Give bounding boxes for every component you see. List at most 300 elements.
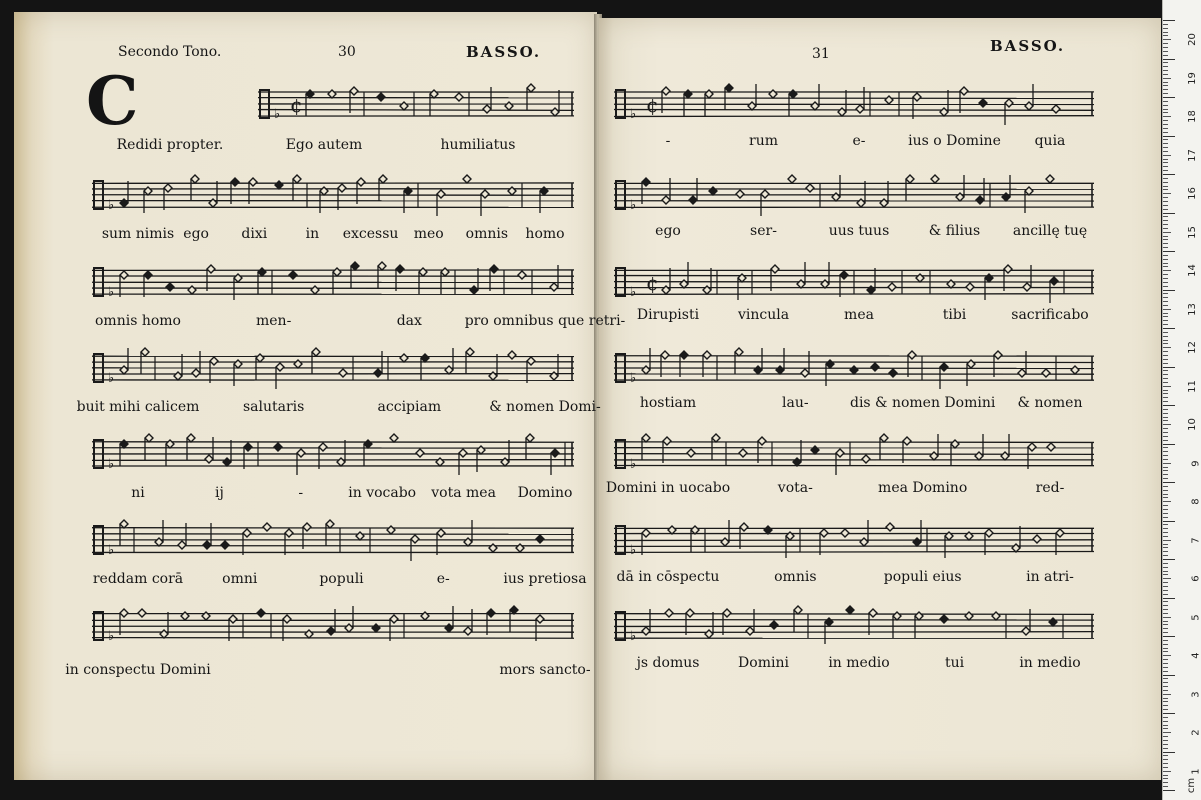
note-icon xyxy=(789,90,797,98)
lyric-syllable: populi xyxy=(319,571,364,587)
note-icon xyxy=(806,184,814,192)
lyric-syllable: vota mea xyxy=(431,485,496,501)
flat-icon: ♭ xyxy=(108,198,115,213)
note-icon xyxy=(788,175,796,183)
note-icon xyxy=(328,90,336,98)
note-icon xyxy=(327,627,335,635)
note-icon xyxy=(691,526,699,534)
note-icon xyxy=(705,630,713,638)
note-icon xyxy=(350,87,358,95)
note-icon xyxy=(141,348,149,356)
lyric-syllable: Domini in uocabo xyxy=(605,480,731,496)
note-icon xyxy=(231,178,239,186)
ruler-label: 15 xyxy=(1187,225,1199,239)
right-page-number: 31 xyxy=(812,46,830,62)
lyric-syllable: lau- xyxy=(782,395,809,411)
note-icon xyxy=(205,455,213,463)
flat-icon: ♭ xyxy=(630,629,637,644)
note-icon xyxy=(642,366,650,374)
left-part-name: BASSO. xyxy=(466,43,542,61)
note-icon xyxy=(390,615,398,623)
lyric-syllable: ij xyxy=(214,485,224,501)
note-icon xyxy=(234,274,242,282)
note-icon xyxy=(642,529,650,537)
lyric-syllable: in medio xyxy=(828,655,890,671)
flat-icon: ♭ xyxy=(630,543,637,558)
note-icon xyxy=(1025,102,1033,110)
lyric-syllable: js domus xyxy=(636,655,700,671)
lyric-syllable: dis & nomen Domini xyxy=(849,395,996,411)
lyric-syllable: humiliatus xyxy=(440,137,516,153)
lyric-syllable: in medio xyxy=(1019,655,1081,671)
flat-icon: ♭ xyxy=(630,198,637,213)
note-icon xyxy=(736,190,744,198)
ruler-label: 3 xyxy=(1190,690,1201,698)
note-icon xyxy=(771,265,779,273)
note-icon xyxy=(662,196,670,204)
flat-icon: ♭ xyxy=(108,457,115,472)
note-icon xyxy=(871,363,879,371)
note-icon xyxy=(441,268,449,276)
lyric-syllable: mors sancto- xyxy=(499,662,591,678)
note-icon xyxy=(191,175,199,183)
note-icon xyxy=(258,268,266,276)
note-icon xyxy=(965,612,973,620)
note-icon xyxy=(138,609,146,617)
note-icon xyxy=(705,90,713,98)
note-icon xyxy=(437,190,445,198)
note-icon xyxy=(663,437,671,445)
note-icon xyxy=(223,458,231,466)
lyric-syllable: ni xyxy=(131,485,145,501)
note-icon xyxy=(769,90,777,98)
flat-icon: ♭ xyxy=(274,107,281,122)
lyric-syllable: ius o Domine xyxy=(908,133,1001,149)
note-icon xyxy=(305,630,313,638)
note-icon xyxy=(527,84,535,92)
note-icon xyxy=(275,181,283,189)
note-icon xyxy=(840,271,848,279)
note-icon xyxy=(174,372,182,380)
note-icon xyxy=(416,449,424,457)
note-icon xyxy=(906,175,914,183)
note-icon xyxy=(1022,627,1030,635)
note-icon xyxy=(536,615,544,623)
note-icon xyxy=(880,434,888,442)
note-icon xyxy=(836,449,844,457)
ruler-label: 18 xyxy=(1187,110,1199,123)
note-icon xyxy=(1052,105,1060,113)
note-icon xyxy=(913,538,921,546)
note-icon xyxy=(801,369,809,377)
note-icon xyxy=(311,286,319,294)
note-icon xyxy=(975,452,983,460)
note-icon xyxy=(642,178,650,186)
lyric-syllable: ego xyxy=(655,223,681,239)
note-icon xyxy=(527,357,535,365)
lyric-syllable: buit mihi calicem xyxy=(76,399,200,415)
note-icon xyxy=(145,434,153,442)
note-icon xyxy=(244,443,252,451)
note-icon xyxy=(712,434,720,442)
measurement-ruler xyxy=(1162,0,1201,800)
note-icon xyxy=(1042,369,1050,377)
lyric-syllable: mea Domino xyxy=(878,480,968,496)
note-icon xyxy=(257,609,265,617)
note-icon xyxy=(234,360,242,368)
note-icon xyxy=(229,615,237,623)
note-icon xyxy=(187,434,195,442)
lyric-syllable: omnis xyxy=(774,569,817,585)
ruler-label: 7 xyxy=(1190,536,1201,544)
note-icon xyxy=(764,526,772,534)
note-icon xyxy=(820,529,828,537)
note-icon xyxy=(390,434,398,442)
note-icon xyxy=(551,108,559,116)
note-icon xyxy=(510,606,518,614)
note-icon xyxy=(518,271,526,279)
time-signature-icon: ¢ xyxy=(646,271,659,295)
note-icon xyxy=(210,357,218,365)
note-icon xyxy=(1049,618,1057,626)
note-icon xyxy=(888,283,896,291)
note-icon xyxy=(1005,99,1013,107)
note-icon xyxy=(740,523,748,531)
ruler-label: 11 xyxy=(1187,379,1199,393)
lyric-syllable: ius pretiosa xyxy=(503,571,587,587)
note-icon xyxy=(483,105,491,113)
note-icon xyxy=(850,366,858,374)
ruler-label: 8 xyxy=(1190,498,1201,505)
lyric-syllable: omnis xyxy=(465,226,509,242)
note-icon xyxy=(387,526,395,534)
note-icon xyxy=(811,102,819,110)
lyric-syllable: salutaris xyxy=(242,399,305,415)
note-icon xyxy=(940,108,948,116)
lyric-syllable: dā in cōspectu xyxy=(616,569,720,585)
initial-drop-cap: C xyxy=(86,62,139,140)
note-icon xyxy=(992,612,1000,620)
flat-icon: ♭ xyxy=(630,371,637,386)
note-icon xyxy=(378,262,386,270)
time-signature-icon: ¢ xyxy=(646,93,659,117)
note-icon xyxy=(249,178,257,186)
note-icon xyxy=(746,627,754,635)
note-icon xyxy=(276,363,284,371)
note-icon xyxy=(661,351,669,359)
note-icon xyxy=(464,538,472,546)
note-icon xyxy=(192,369,200,377)
note-icon xyxy=(832,193,840,201)
lyric-syllable: & nomen Domi- xyxy=(489,399,601,415)
note-icon xyxy=(1004,265,1012,273)
note-icon xyxy=(379,175,387,183)
note-icon xyxy=(377,93,385,101)
note-icon xyxy=(739,449,747,457)
note-icon xyxy=(294,360,302,368)
note-icon xyxy=(256,354,264,362)
note-icon xyxy=(703,351,711,359)
note-icon xyxy=(940,363,948,371)
note-icon xyxy=(338,184,346,192)
note-icon xyxy=(893,612,901,620)
note-icon xyxy=(665,609,673,617)
note-icon xyxy=(687,449,695,457)
note-icon xyxy=(283,615,291,623)
ruler-label: 19 xyxy=(1187,71,1199,85)
note-icon xyxy=(1050,277,1058,285)
music-staff xyxy=(258,67,574,147)
note-icon xyxy=(940,615,948,623)
lyric-syllable: pro omnibus que retri- xyxy=(464,313,626,329)
note-icon xyxy=(477,446,485,454)
lyric-syllable: & nomen xyxy=(1017,395,1083,411)
flat-icon: ♭ xyxy=(108,285,115,300)
note-icon xyxy=(1018,369,1026,377)
lyric-syllable: Domini xyxy=(738,655,789,671)
note-icon xyxy=(526,434,534,442)
note-icon xyxy=(274,443,282,451)
note-icon xyxy=(445,624,453,632)
note-icon xyxy=(470,286,478,294)
note-icon xyxy=(120,271,128,279)
note-icon xyxy=(838,108,846,116)
note-icon xyxy=(455,93,463,101)
note-icon xyxy=(166,283,174,291)
lyric-syllable: Domino xyxy=(517,485,573,501)
ruler-label: 12 xyxy=(1187,341,1199,354)
lyric-syllable: hostiam xyxy=(639,395,697,411)
flat-icon: ♭ xyxy=(108,543,115,558)
lyric-syllable: omni xyxy=(222,571,258,587)
note-icon xyxy=(319,443,327,451)
note-icon xyxy=(445,366,453,374)
note-icon xyxy=(761,190,769,198)
note-icon xyxy=(1046,175,1054,183)
note-icon xyxy=(903,437,911,445)
note-icon xyxy=(306,90,314,98)
note-icon xyxy=(178,541,186,549)
note-icon xyxy=(357,178,365,186)
note-icon xyxy=(337,458,345,466)
note-icon xyxy=(551,449,559,457)
lyric-syllable: e- xyxy=(852,133,866,149)
lyric-syllable: Ego autem xyxy=(285,137,363,153)
note-icon xyxy=(662,87,670,95)
note-icon xyxy=(976,196,984,204)
ruler-unit: cm xyxy=(1185,777,1197,794)
note-icon xyxy=(120,609,128,617)
note-icon xyxy=(860,538,868,546)
note-icon xyxy=(326,520,334,528)
note-icon xyxy=(487,609,495,617)
note-icon xyxy=(754,366,762,374)
note-icon xyxy=(869,609,877,617)
note-icon xyxy=(1033,535,1041,543)
note-icon xyxy=(846,606,854,614)
note-icon xyxy=(1047,443,1055,451)
note-icon xyxy=(723,609,731,617)
lyric-syllable: sacrificabo xyxy=(1011,307,1089,323)
flat-icon: ♭ xyxy=(108,371,115,386)
lyric-syllable: sum nimis xyxy=(101,226,175,242)
note-icon xyxy=(144,187,152,195)
note-icon xyxy=(758,437,766,445)
note-icon xyxy=(994,351,1002,359)
left-page-number: 30 xyxy=(338,44,356,60)
music-staff xyxy=(92,589,574,669)
left-running-title: Secondo Tono. xyxy=(118,44,222,60)
lyric-syllable: accipiam xyxy=(377,399,442,415)
note-icon xyxy=(297,449,305,457)
note-icon xyxy=(642,434,650,442)
note-icon xyxy=(243,529,251,537)
note-icon xyxy=(1012,544,1020,552)
note-icon xyxy=(930,452,938,460)
note-icon xyxy=(356,532,364,540)
ruler-label: 10 xyxy=(1187,418,1199,431)
note-icon xyxy=(345,624,353,632)
music-staff xyxy=(92,417,574,497)
note-icon xyxy=(144,271,152,279)
lyric-syllable: in atri- xyxy=(1026,569,1074,585)
lyric-syllable: Dirupisti xyxy=(636,307,700,323)
lyric-syllable: in xyxy=(305,226,320,242)
lyric-syllable: mea xyxy=(844,307,874,323)
note-icon xyxy=(351,262,359,270)
note-icon xyxy=(505,102,513,110)
note-icon xyxy=(1056,529,1064,537)
note-icon xyxy=(642,627,650,635)
note-icon xyxy=(459,449,467,457)
lyric-syllable: vota- xyxy=(777,480,813,496)
note-icon xyxy=(979,99,987,107)
lyric-syllable: uus tuus xyxy=(828,223,890,239)
ruler-label: 20 xyxy=(1187,33,1199,46)
note-icon xyxy=(967,360,975,368)
note-icon xyxy=(293,175,301,183)
note-icon xyxy=(312,348,320,356)
note-icon xyxy=(160,630,168,638)
note-icon xyxy=(689,196,697,204)
lyric-syllable: red- xyxy=(1035,480,1065,496)
note-icon xyxy=(1028,443,1036,451)
note-icon xyxy=(374,369,382,377)
note-icon xyxy=(862,455,870,463)
note-icon xyxy=(203,541,211,549)
note-icon xyxy=(400,102,408,110)
ruler-label: 17 xyxy=(1187,148,1199,162)
note-icon xyxy=(372,624,380,632)
note-icon xyxy=(463,175,471,183)
lyric-syllable: meo xyxy=(413,226,444,242)
lyric-syllable: in vocabo xyxy=(348,485,417,501)
note-icon xyxy=(960,87,968,95)
note-icon xyxy=(490,265,498,273)
note-icon xyxy=(725,84,733,92)
note-icon xyxy=(508,351,516,359)
flat-icon: ♭ xyxy=(630,285,637,300)
lyric-syllable: vincula xyxy=(737,307,790,323)
note-icon xyxy=(985,274,993,282)
note-icon xyxy=(794,606,802,614)
note-icon xyxy=(680,351,688,359)
note-icon xyxy=(164,184,172,192)
flat-icon: ♭ xyxy=(630,457,637,472)
note-icon xyxy=(686,609,694,617)
note-icon xyxy=(289,271,297,279)
ruler-label: 6 xyxy=(1190,575,1201,582)
note-icon xyxy=(721,538,729,546)
lyric-syllable: e- xyxy=(436,571,450,587)
lyric-syllable: - xyxy=(298,485,304,501)
lyric-syllable: excessu xyxy=(342,226,399,242)
lyric-syllable: & filius xyxy=(928,223,981,239)
note-icon xyxy=(437,529,445,537)
note-icon xyxy=(856,105,864,113)
note-icon xyxy=(188,286,196,294)
lyric-syllable: reddam corā xyxy=(92,571,184,587)
note-icon xyxy=(464,627,472,635)
note-icon xyxy=(339,369,347,377)
lyric-syllable: ego xyxy=(183,226,209,242)
note-icon xyxy=(430,90,438,98)
note-icon xyxy=(966,283,974,291)
ruler-label: 1 xyxy=(1190,767,1201,775)
note-icon xyxy=(263,523,271,531)
note-icon xyxy=(221,541,229,549)
note-icon xyxy=(550,283,558,291)
flat-icon: ♭ xyxy=(108,629,115,644)
note-icon xyxy=(826,360,834,368)
note-icon xyxy=(684,90,692,98)
note-icon xyxy=(364,440,372,448)
note-icon xyxy=(411,535,419,543)
note-icon xyxy=(481,190,489,198)
ruler-label: 13 xyxy=(1187,302,1199,316)
note-icon xyxy=(320,187,328,195)
note-icon xyxy=(207,265,215,273)
note-icon xyxy=(396,265,404,273)
note-icon xyxy=(886,523,894,531)
note-icon xyxy=(466,348,474,356)
note-icon xyxy=(1001,452,1009,460)
lyric-syllable: Redidi propter. xyxy=(116,137,224,153)
ruler-label: 14 xyxy=(1187,264,1199,277)
note-icon xyxy=(889,369,897,377)
ruler-label: 2 xyxy=(1190,729,1201,736)
lyric-syllable: populi eius xyxy=(883,569,962,585)
note-icon xyxy=(931,175,939,183)
note-icon xyxy=(770,621,778,629)
note-icon xyxy=(1071,366,1079,374)
lyric-syllable: tibi xyxy=(942,307,967,323)
lyric-syllable: homo xyxy=(525,226,565,242)
note-icon xyxy=(536,535,544,543)
lyric-syllable: dax xyxy=(396,313,422,329)
note-icon xyxy=(303,523,311,531)
note-icon xyxy=(1025,187,1033,195)
flat-icon: ♭ xyxy=(630,107,637,122)
note-icon xyxy=(419,268,427,276)
lyric-syllable: - xyxy=(665,133,671,149)
note-icon xyxy=(776,366,784,374)
lyric-syllable: in conspectu Domini xyxy=(65,662,211,678)
note-icon xyxy=(908,351,916,359)
note-icon xyxy=(668,526,676,534)
note-icon xyxy=(985,529,993,537)
note-icon xyxy=(333,268,341,276)
